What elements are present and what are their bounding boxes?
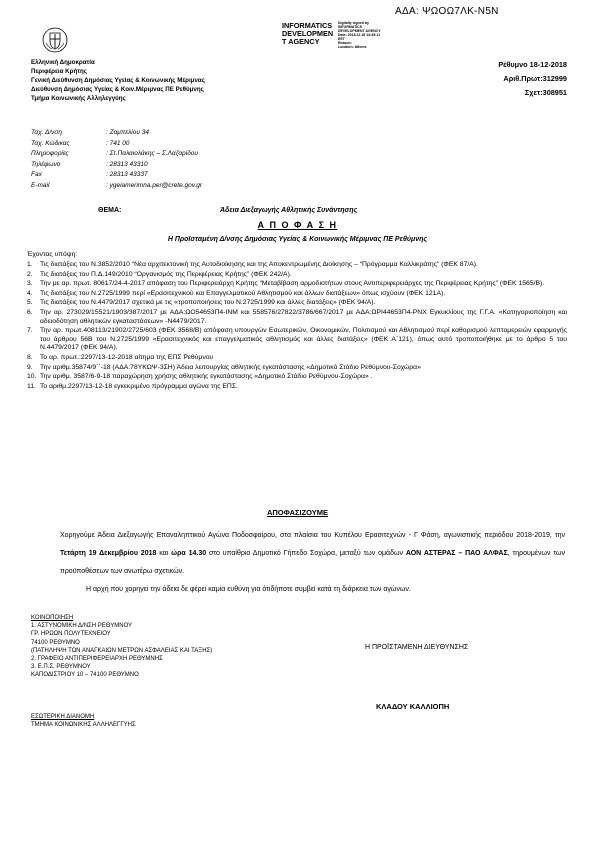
authority-line: Η Προϊσταμένη Δ/νσης Δημόσιας Υγείας & Κοινωνικής Μέριμνας ΠΕ Ρεθύμνης bbox=[167, 236, 428, 243]
contact-value: : 741 00 bbox=[106, 139, 130, 147]
signature-line: DEVELOPMENT AGENCY bbox=[338, 29, 381, 33]
liability-paragraph: Η αρχή που χορηγεί την άδεια δε φέρει καμία ευθύνη για ότιδήποτε συμβεί κατά τη διάρκεια των αγώνων. bbox=[86, 586, 411, 593]
decision-title: Α Π Ο Φ Α Σ Η bbox=[257, 220, 338, 230]
item-number: 11. bbox=[27, 382, 36, 390]
body-text: και bbox=[156, 550, 172, 557]
cc-title: ΚΟΙΝΟΠΟΙΗΣΗ bbox=[31, 615, 74, 621]
contact-value: : 28313 43337 bbox=[106, 171, 148, 178]
item-text: Την αριθμ.35874/9΄΄-18 (ΑΔΑ:78ΥΚΩΨ-3ΣΗ) Άδεια λειτουργίας αθλητικής εγκατάστασης «Δημοτικό Στάδιο Ρεθύμνου-Σοχώρα» bbox=[40, 363, 421, 371]
list-item bbox=[27, 271, 567, 280]
signer-name: ΚΛΑΔΟΥ ΚΑΛΛΙΟΠΗ bbox=[376, 702, 450, 711]
signature-line: Digitally signed by bbox=[338, 21, 369, 25]
cc-line: (ΠΑΤΗΛΗΨΗ ΤΩΝ ΑΝΑΓΚΑΙΩΝ ΜΕΤΡΩΝ ΑΣΦΑΛΕΙΑΣ ΚΑΙ ΤΑΞΗΣ) bbox=[31, 647, 213, 654]
agency-line: DEVELOPMEN bbox=[282, 29, 334, 38]
item-text: Το αριθμ.2297/13-12-18 εγκεκριμένο πρόγραμμα αγώνα της ΕΠΣ. bbox=[40, 382, 238, 390]
contact-value: : Ζαμπελίου 34 bbox=[106, 129, 149, 136]
cc-line: ΚΑΠΟΔΙΣΤΡΙΟΥ 10 – 74100 ΡΕΘΥΜΝΟ bbox=[31, 672, 139, 679]
item-text: Τις διατάξεις του Ν.3852/2010 “Νέα αρχιτεκτονική της Αυτοδιοίκησης και της Αποκεντρωμένης Διοίκησης – “Πρόγραμμα Καλλικράτης” (ΦΕΚ 87/Α). bbox=[40, 261, 478, 268]
item-number: 7. bbox=[27, 327, 33, 335]
contact-label: Τηλέφωνο bbox=[31, 160, 61, 168]
contact-row bbox=[31, 160, 202, 171]
item-text: Την με αρ. πρωτ. 80617/24-4-2017 απόφαση του Περιφερειάρχη Κρήτης “Μεταβίβαση αρμοδιοτήτων στους Αντιπεριφερειάρχες της Περιφέρειας Κρήτης” (ΦΕΚ 1565/Β). bbox=[40, 280, 545, 288]
item-text: Την αρ. πρωτ.408113/21902/2725/603 (ΦΕΚ 3568/Β) απόφαση υπουργών Εσωτερικών, Οικονομικών, Πολιτισμού και Αθλητισμού περί καθορισμού λεπτομερειών εφαρμογής του άρθρου 56Β του Ν.2725/1999 «Ερασιτεχνικός και επαγγελματικός αθλητισμός και άλλες διατάξεις» (ΦΕΚ Α΄121), όπως αυτό τροποποιήθηκε με το άρθρο 5 του Ν.4479/2017 (ΦΕΚ 94/Α). bbox=[40, 327, 567, 352]
contact-value: : 28313 43310 bbox=[106, 160, 148, 168]
item-number: 4. bbox=[27, 289, 33, 297]
signature-line: INFORMATICS bbox=[338, 25, 363, 29]
contact-value: : Στ.Παλαιολάκης – Σ.Λαζαρίδου bbox=[106, 150, 198, 157]
digital-signature-details bbox=[338, 21, 380, 49]
body-text: , τηρουμένων των προϋποθέσεων των ανωτέρω σχετικών. bbox=[60, 550, 566, 575]
item-number: 8. bbox=[27, 353, 33, 361]
subject-label: ΘΕΜΑ: bbox=[98, 207, 122, 214]
body-text: στο υπαίθριο Δημοτικό Γήπεδο Σοχώρα, μεταξύ των ομάδων bbox=[206, 550, 406, 557]
internal-distribution bbox=[31, 713, 136, 729]
cc-block bbox=[31, 614, 212, 680]
issuer-line: Ελληνική Δημοκρατία bbox=[31, 59, 95, 66]
contact-label: Fax bbox=[31, 171, 42, 178]
item-text: Τις διατάξεις του Ν.4479/2017 σχετικά με τις «τροποποιήσεις του Ν.2725/1999 και άλλες διατάξεις» (ΦΕΚ 94/Α). bbox=[40, 299, 376, 307]
contact-row bbox=[31, 139, 202, 150]
agency-line: INFORMATICS bbox=[282, 21, 333, 30]
contact-row bbox=[31, 181, 202, 192]
contact-block bbox=[31, 128, 202, 191]
greek-emblem-icon bbox=[42, 27, 68, 53]
considerations-list bbox=[27, 261, 567, 392]
list-item bbox=[27, 354, 567, 363]
list-item bbox=[27, 364, 567, 373]
match-teams: ΑΟΝ ΑΣΤΕΡΑΣ – ΠΑΟ ΑΛΦΑΣ bbox=[405, 550, 508, 557]
issuer-block bbox=[31, 58, 205, 103]
list-item bbox=[27, 299, 567, 308]
list-item bbox=[27, 280, 567, 289]
subject-text: Άδεια Διεξαγωγής Αθλητικής Συνάντησης bbox=[220, 207, 358, 214]
item-number: 1. bbox=[27, 261, 33, 268]
contact-label: E-mail bbox=[31, 181, 50, 189]
list-item bbox=[27, 309, 567, 326]
item-number: 9. bbox=[27, 363, 33, 371]
cc-line: 2. ΓΡΑΦΕΙΟ ΑΝΤΙΠΕΡΙΦΕΡΕΙΑΡΧΗ ΡΕΘΥΜΝΗΣ bbox=[31, 656, 163, 663]
list-item bbox=[27, 290, 567, 299]
signature-line: Location: Athens bbox=[338, 45, 367, 49]
match-date: Τετάρτη 19 Δεκεμβρίου 2018 bbox=[60, 550, 157, 557]
signature-agency bbox=[282, 22, 333, 46]
signer-role: Η ΠΡΟΪΣΤΑΜΕΝΗ ΔΙΕΥΘΥΝΣΗΣ bbox=[365, 644, 469, 651]
item-text: Το αρ. πρωτ.:2297/13-12-2018 αίτημα της ΕΠΣ Ρεθύμνου bbox=[40, 353, 214, 361]
issuer-line: Γενική Διεύθυνση Δημόσιας Υγείας & Κοινωνικής Μέριμνας bbox=[31, 77, 205, 84]
list-item bbox=[27, 261, 567, 270]
signature-line: Reason: bbox=[338, 41, 352, 45]
issuer-line: Τμήμα Κοινωνικής Αλληλεγγύης bbox=[31, 95, 126, 102]
decide-heading: ΑΠΟΦΑΣΙΖΟΥΜΕ bbox=[266, 508, 329, 517]
contact-label: Ταχ. Δ/νση bbox=[31, 129, 62, 136]
item-number: 10. bbox=[27, 373, 37, 381]
body-text: Χορηγούμε Άδεια Διεξαγωγής Επαναληπτικού Αγώνα Ποδοσφαίρου, στα πλαίσια του Κυπέλου Ερασιτεχνών - Γ Φάση, αγωνιστικής περιόδου 2018-2019, την bbox=[60, 532, 565, 539]
internal-title: ΕΣΩΤΕΡΙΚΗ ΔΙΑΝΟΜΗ bbox=[31, 714, 95, 720]
item-text: Την αριθμ. 3587/6-9-18 παραχώρηση χρήσης αθλητικής εγκατάστασης «Δημοτικό Στάδιο Ρεθύμνου-Σοχώρα» . bbox=[40, 373, 373, 381]
ada-code: ΑΔΑ: ΨΩΟΩ7ΛΚ-Ν5Ν bbox=[395, 6, 499, 17]
signature-line: EET bbox=[338, 37, 345, 41]
item-number: 6. bbox=[27, 308, 33, 316]
cc-line: 1. ΑΣΤΥΝΟΜΙΚΗ Δ/ΝΣΗ ΡΕΘΥΜΝΟΥ bbox=[31, 623, 133, 630]
document-info bbox=[498, 58, 567, 100]
item-number: 2. bbox=[27, 270, 33, 278]
item-number: 5. bbox=[27, 299, 33, 307]
contact-label: Πληροφορίες bbox=[31, 150, 69, 157]
item-text: Τις διατάξεις του Ν.2725/1999 περί «Ερασιτεχνικού και Επαγγελματικού Αθλητισμού και άλλων διατάξεων» όπως ισχύουν (ΦΕΚ 121Α). bbox=[40, 289, 446, 297]
cc-line: 74100 ΡΕΘΥΜΝΟ bbox=[31, 639, 80, 646]
item-text: Τις διατάξεις του Π.Δ.149/2010 “Οργανισμός της Περιφέρειας Κρήτης” (ΦΕΚ 242/Α). bbox=[40, 270, 292, 278]
related-number: Σχετ:308951 bbox=[524, 88, 567, 97]
issuer-line: Διεύθυνση Δημόσιας Υγείας & Κοιν.Μέριμνας ΠΕ Ρεθύμνης bbox=[31, 86, 204, 93]
list-item bbox=[27, 327, 567, 353]
list-item bbox=[27, 383, 567, 392]
considerations-heading: Έχοντας υπόψη: bbox=[27, 251, 78, 258]
contact-row bbox=[31, 149, 202, 160]
item-number: 3. bbox=[27, 280, 33, 288]
match-time: ώρα 14.30 bbox=[171, 550, 207, 557]
issuer-line: Περιφέρεια Κρήτης bbox=[31, 68, 88, 75]
list-item bbox=[27, 373, 567, 382]
document-date: Ρέθυμνο 18-12-2018 bbox=[498, 60, 567, 69]
item-text: Την αρ. 273029/15521/1903/387/2017 με ΑΔΑ:ΩΟ54653Π4-ΙΝΜ και 558576/27822/3786/667/2017 με ΑΔΑ:ΩΡΙ44653Π4-ΡΝΧ Εγκυκλίους της Γ.Γ.Α. «Κατηγοριοποίηση και αδειοδότηση αθλητικών εγκαταστάσεων» -Ν4479/2017. bbox=[40, 308, 567, 325]
agency-line: T AGENCY bbox=[282, 37, 320, 46]
decision-paragraph bbox=[60, 527, 565, 581]
contact-row bbox=[31, 128, 202, 139]
internal-line: ΤΜΗΜΑ ΚΟΙΝΩΝΙΚΗΣ ΑΛΛΗΛΕΓΓΥΗΣ bbox=[31, 722, 136, 729]
protocol-number: Αριθ.Πρωτ:312999 bbox=[503, 74, 567, 83]
cc-line: ΓΡ. ΗΡΩΩΝ ΠΟΛΥΤΕΧΝΕΙΟΥ bbox=[31, 631, 111, 638]
signature-line: Date: 2018.12.18 13:35:11 bbox=[338, 33, 381, 37]
contact-label: Ταχ. Κώδικας bbox=[31, 139, 70, 147]
contact-email[interactable]: : ygeiamerimna.per@crete.gov.gr bbox=[106, 181, 203, 189]
decision-body bbox=[60, 527, 565, 599]
cc-line: 3. Ε.Π.Σ. ΡΕΘΥΜΝΟΥ bbox=[31, 664, 91, 671]
contact-row bbox=[31, 170, 202, 181]
